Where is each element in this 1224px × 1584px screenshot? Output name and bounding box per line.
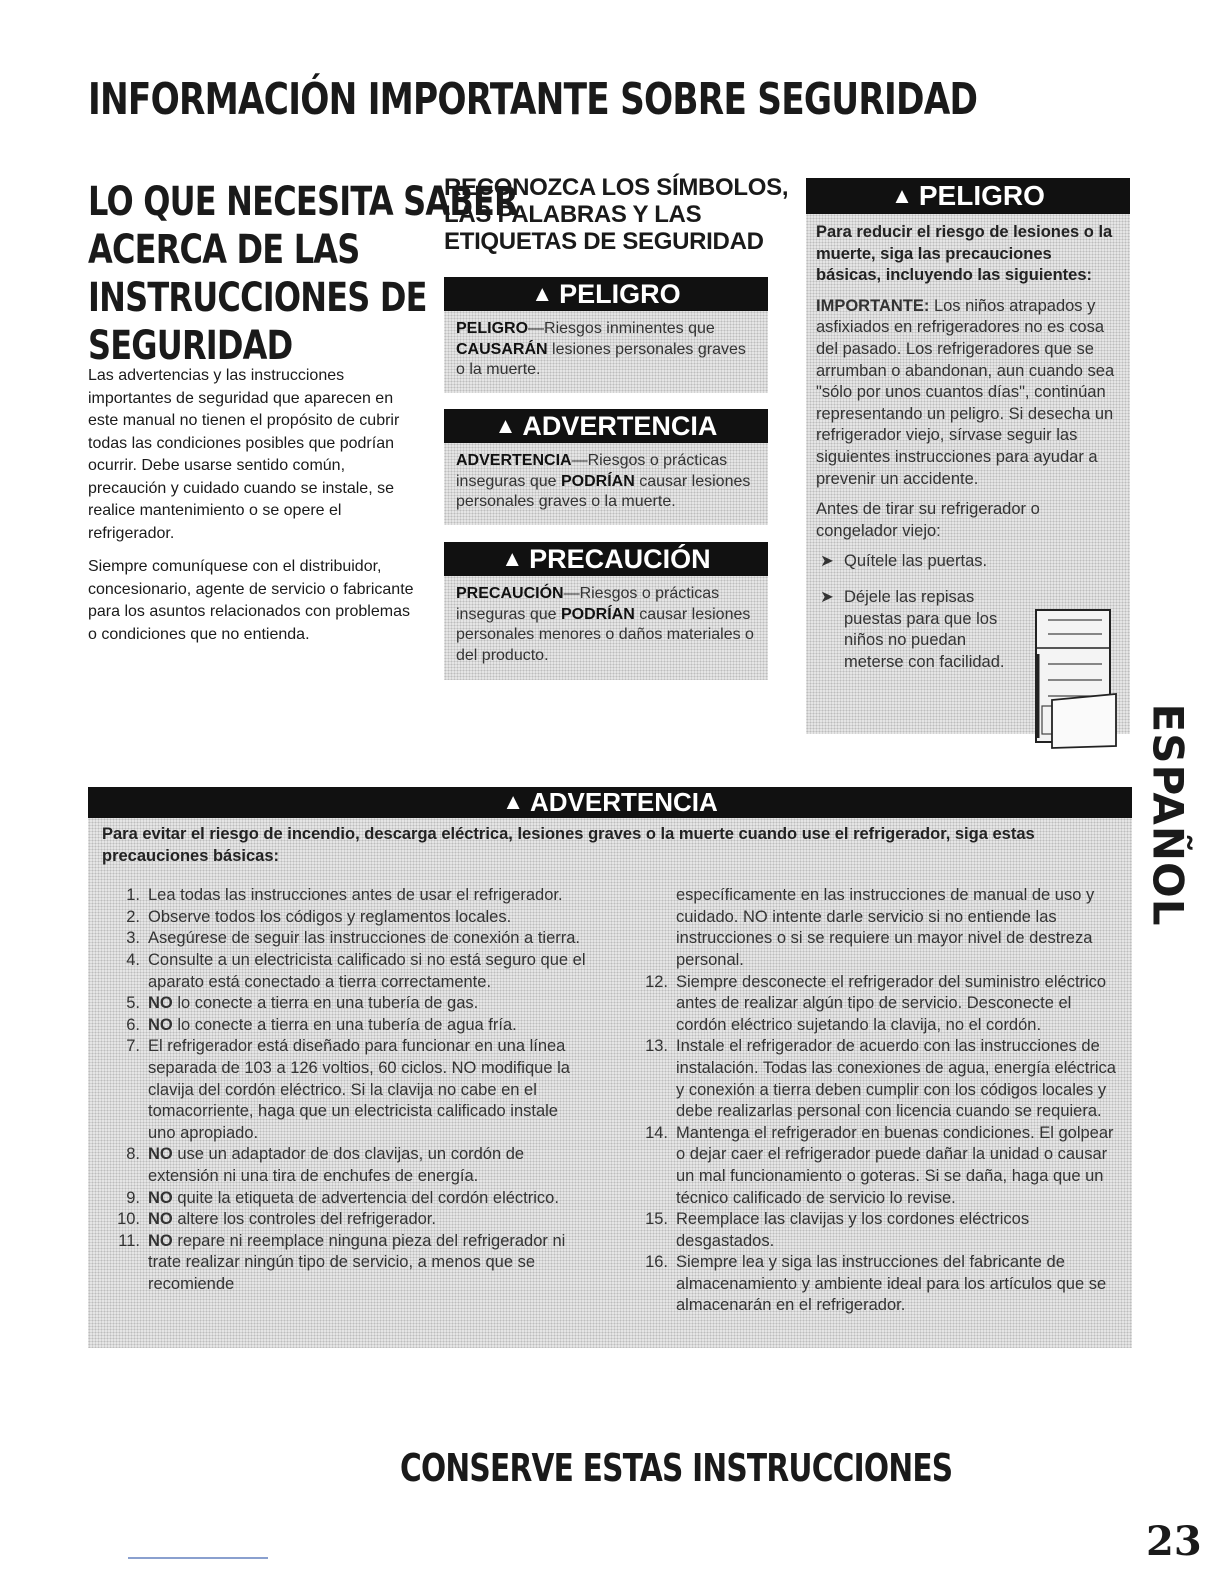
danger-before-text: Antes de tirar su refrigerador o congelador viejo: (816, 500, 1040, 540)
item-text (676, 1036, 1118, 1122)
arrow-icon: ➤ (820, 552, 834, 571)
item-text (676, 885, 1118, 971)
item-number (630, 885, 676, 971)
section-title-line: ACERCA DE LAS (88, 227, 360, 273)
danger-box (806, 178, 1130, 734)
section-title-line: INSTRUCCIONES DE (88, 275, 427, 321)
item-emphasis: NO (148, 1015, 173, 1034)
item-body: El refrigerador está diseñado para funcionar en una línea separada de 103 a 126 voltios, 60 ciclos. NO modifique la clavija del cordón eléctrico. Si la clavija no cabe en el tomacorriente, haga que un electricista calificado instale uno apropiado. (148, 1037, 570, 1142)
item-text (148, 1144, 590, 1187)
danger-intro: Para reducir el riesgo de lesiones o la muerte, siga las precauciones básicas, incluyendo las siguientes: (816, 223, 1113, 285)
item-body: Mantenga el refrigerador en buenas condiciones. El golpear o dejar caer el refrigerador puede dañar la unidad o causar un mal funcionamiento o goteras. Si se daña, haga que un técnico calificado de servicio lo revise. (676, 1123, 1114, 1207)
warning-list-item (102, 885, 590, 907)
warning-list-item (630, 1123, 1118, 1209)
section-title-line: LO QUE NECESITA SABER (88, 179, 518, 225)
warning-list-item (102, 1188, 590, 1210)
danger-important (816, 296, 1120, 490)
warning-list-item (102, 1015, 590, 1037)
item-body: lo conecte a tierra en una tubería de gas. (172, 994, 479, 1013)
precaucion-term: PRECAUCIÓN (456, 585, 564, 602)
symbols-heading (444, 174, 789, 255)
item-number: 8. (126, 1145, 140, 1164)
warning-triangle-icon: ▲ (531, 281, 554, 306)
warning-list-item (102, 1209, 590, 1231)
item-number: 5. (126, 994, 140, 1013)
item-body: Asegúrese de seguir las instrucciones de conexión a tierra. (148, 929, 580, 948)
item-text (148, 1036, 590, 1144)
item-number: 10. (117, 1210, 140, 1229)
item-text (148, 907, 590, 929)
precaucion-text: causar lesiones personales menores o daños materiales o del producto. (456, 605, 754, 664)
important-label: IMPORTANTE: (816, 296, 930, 315)
warning-triangle-icon: ▲ (891, 183, 913, 208)
warning-header (88, 787, 1132, 818)
language-label: ESPAÑOL (1143, 703, 1193, 927)
page-title: INFORMACIÓN IMPORTANTE SOBRE SEGURIDAD (88, 74, 978, 125)
warning-list-item (102, 993, 590, 1015)
symbols-heading-line: LAS PALABRAS Y LAS (444, 201, 702, 228)
warning-list-item (630, 885, 1118, 971)
item-body: Siempre desconecte el refrigerador del suministro eléctrico antes de realizar algún tipo de servicio. Desconecte el cordón eléctrico sujetando la clavija, no el cordón. (676, 972, 1107, 1034)
item-body: use un adaptador de dos clavijas, un cordón de extensión ni una tira de enchufes de energía. (148, 1145, 525, 1185)
item-number: 14. (645, 1123, 668, 1142)
item-text (676, 1252, 1118, 1317)
item-text (148, 928, 590, 950)
warning-columns (102, 885, 1118, 1317)
warning-right-column (630, 885, 1118, 1317)
item-body: Siempre lea y siga las instrucciones del fabricante de almacenamiento y ambiente ideal para los artículos que se almacenarán en el refrigerador. (676, 1253, 1107, 1315)
item-body: Lea todas las instrucciones antes de usar el refrigerador. (148, 886, 563, 905)
precaucion-header (444, 542, 768, 576)
peligro-definition (444, 311, 768, 393)
item-emphasis: NO (148, 1210, 173, 1229)
item-number: 2. (126, 907, 140, 926)
danger-content (806, 214, 1130, 734)
language-tab (1143, 680, 1193, 950)
symbols-heading-line: ETIQUETAS DE SEGURIDAD (444, 228, 764, 255)
warning-triangle-icon: ▲ (494, 413, 517, 438)
important-text: Los niños atrapados y asfixiados en refrigeradores no es cosa del pasado. Los refrigeradores que se arrumban o abandonan, aun cuando sea "sólo por unos cuantos días", continúan representando un peligro. Si desecha un refrigerador viejo, sírvase seguir las siguientes instrucciones para ayudar a prevenir un accidente. (816, 296, 1115, 488)
item-body: altere los controles del refrigerador. (172, 1210, 436, 1229)
warning-box (88, 787, 1132, 1348)
item-text (676, 972, 1118, 1037)
warning-list-item (102, 1036, 590, 1144)
item-number: 6. (126, 1015, 140, 1034)
footer-title: CONSERVE ESTAS INSTRUCCIONES (400, 1446, 953, 1490)
item-text (148, 1231, 590, 1296)
warning-list-item (102, 928, 590, 950)
symbols-heading-line: RECONOZCA LOS SÍMBOLOS, (444, 174, 789, 201)
advertencia-text: causar lesiones personales graves o la muerte. (456, 472, 751, 510)
precaucion-signal-box (444, 542, 768, 680)
footer-rule (128, 1557, 268, 1559)
peligro-text: lesiones personales graves o la muerte. (456, 340, 746, 378)
item-number: 15. (645, 1210, 668, 1229)
item-body: repare ni reemplace ninguna pieza del refrigerador ni trate realizar ningún tipo de servicio, a menos que se recomiende (148, 1231, 566, 1293)
peligro-text: —Riesgos inminentes que (528, 320, 715, 337)
item-body: quite la etiqueta de advertencia del cordón eléctrico. (172, 1188, 559, 1207)
warning-list-item (630, 1209, 1118, 1252)
warning-left-column (102, 885, 590, 1317)
intro-paragraph: Las advertencias y las instrucciones importantes de seguridad que aparecen en este manual no tienen el propósito de cubrir todas las condiciones posibles que podrían ocurrir. Debe usarse sentido común, precaución y cuidado cuando se instale, se realice mantenimiento o se opere el refrigerador. (88, 367, 400, 542)
item-text (148, 1209, 590, 1231)
item-emphasis: NO (148, 994, 173, 1013)
peligro-signal-box (444, 277, 768, 393)
item-text (676, 1123, 1118, 1209)
advertencia-header (444, 409, 768, 443)
item-number: 9. (126, 1188, 140, 1207)
warning-label: ADVERTENCIA (529, 787, 718, 817)
warning-list-item (630, 972, 1118, 1037)
arrow-icon: ➤ (820, 587, 834, 606)
precaucion-definition (444, 576, 768, 680)
item-text (148, 1015, 590, 1037)
advertencia-label: ADVERTENCIA (522, 411, 718, 441)
warning-intro: Para evitar el riesgo de incendio, descarga eléctrica, lesiones graves o la muerte cuando use el refrigerador, siga estas precauciones básicas: (102, 825, 1035, 865)
item-number: 11. (118, 1231, 140, 1250)
section-title-line: SEGURIDAD (88, 323, 293, 369)
item-emphasis: NO (148, 1231, 173, 1250)
danger-step-text: Déjele las repisas puestas para que los niños no puedan meterse con facilidad. (844, 587, 1005, 671)
item-body: específicamente en las instrucciones de manual de uso y cuidado. NO intente darle servicio si no entiende las instrucciones o si se requiere un mayor nivel de destreza personal. (676, 886, 1095, 969)
refrigerator-illustration (1026, 602, 1122, 750)
item-body: Reemplace las clavijas y los cordones eléctricos desgastados. (676, 1210, 1030, 1250)
warning-content (88, 818, 1132, 1348)
advertencia-term: ADVERTENCIA (456, 452, 572, 469)
peligro-term: PELIGRO (456, 320, 529, 337)
intro-text (88, 365, 418, 657)
advertencia-emphasis: PODRÍAN (560, 472, 635, 490)
item-body: Consulte a un electricista calificado si no está seguro que el aparato está conectado a tierra correctamente. (148, 950, 586, 991)
warning-list-item (102, 950, 590, 993)
advertencia-signal-box (444, 409, 768, 525)
item-text (148, 1188, 590, 1210)
item-text (148, 950, 590, 993)
item-number: 7. (126, 1037, 140, 1056)
intro-paragraph: Siempre comuníquese con el distribuidor, concesionario, agente de servicio o fabricante para los asuntos relacionados con problemas o condiciones que no entienda. (88, 558, 414, 643)
item-text (676, 1209, 1118, 1252)
item-body: Observe todos los códigos y reglamentos locales. (148, 907, 512, 926)
precaucion-text: —Riesgos o prácticas inseguras que (456, 585, 720, 623)
item-number: 1. (126, 886, 140, 905)
peligro-label: PELIGRO (559, 279, 681, 309)
advertencia-definition (444, 443, 768, 525)
item-body: Instale el refrigerador de acuerdo con las instrucciones de instalación. Todas las conexiones de agua, energía eléctrica y conexión a tierra deben cumplir con los códigos locales y debe realizarlas personal con licencia cuando se requiera. (676, 1037, 1116, 1121)
page-number: 23 (1146, 1518, 1202, 1565)
advertencia-text: —Riesgos o prácticas inseguras que (456, 452, 728, 490)
peligro-header (444, 277, 768, 311)
warning-list-item (102, 907, 590, 929)
warning-list-item (102, 1231, 590, 1296)
precaucion-emphasis: PODRÍAN (560, 605, 635, 623)
warning-triangle-icon: ▲ (502, 789, 524, 814)
item-emphasis: NO (148, 1188, 173, 1207)
list-item (820, 551, 1010, 573)
warning-list-item (630, 1252, 1118, 1317)
warning-list-item (630, 1036, 1118, 1122)
danger-label: PELIGRO (918, 180, 1045, 211)
item-text (148, 993, 590, 1015)
warning-triangle-icon: ▲ (501, 546, 524, 571)
item-number: 13. (645, 1037, 668, 1056)
item-number: 16. (645, 1253, 668, 1272)
precaucion-label: PRECAUCIÓN (529, 544, 711, 574)
danger-header (806, 178, 1130, 214)
peligro-emphasis: CAUSARÁN (456, 340, 548, 358)
item-number: 12. (645, 972, 668, 991)
warning-list-item (102, 1144, 590, 1187)
item-body: lo conecte a tierra en una tubería de agua fría. (172, 1015, 517, 1034)
danger-steps (816, 551, 1010, 673)
list-item (820, 587, 1010, 673)
danger-step-text: Quítele las puertas. (844, 552, 988, 571)
item-number: 3. (126, 929, 140, 948)
item-text (148, 885, 590, 907)
item-number: 4. (126, 950, 140, 969)
item-emphasis: NO (148, 1145, 173, 1164)
